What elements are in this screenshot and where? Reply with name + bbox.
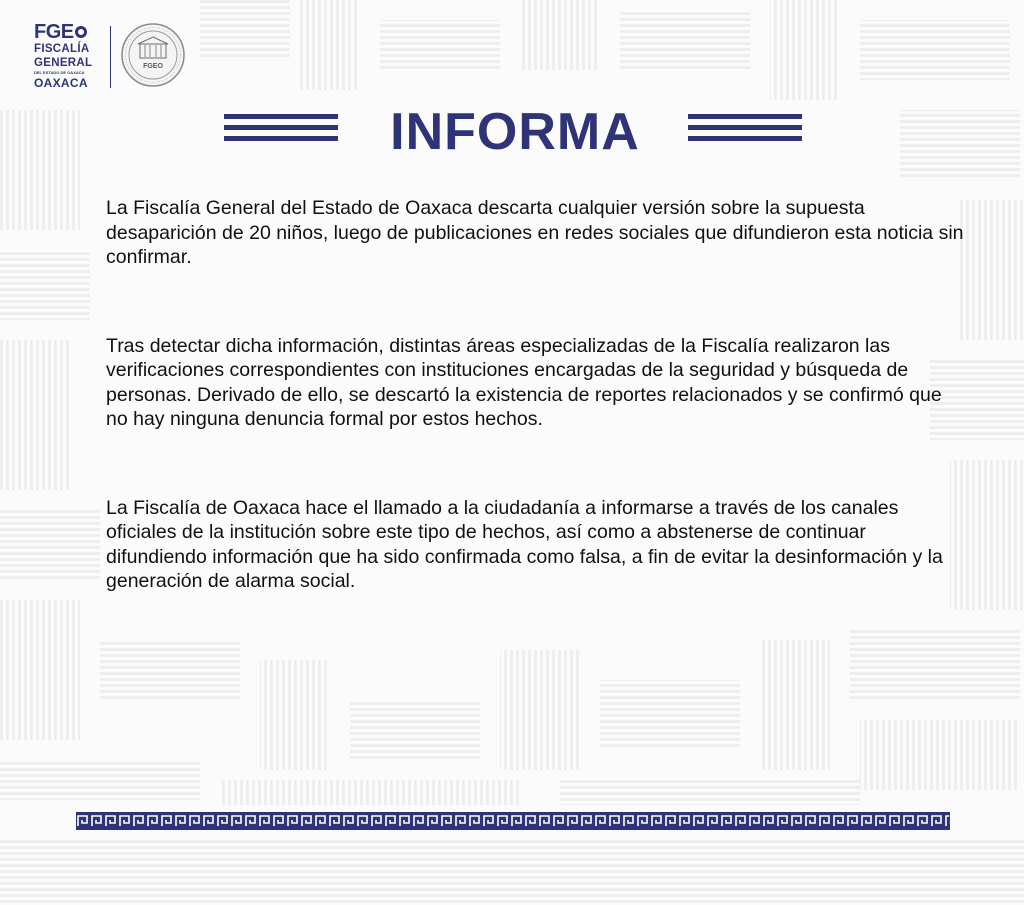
logo-ring-icon [75,26,87,38]
title-decoration-left [224,114,338,147]
logo-brand [34,22,104,42]
page-title: INFORMA [390,103,640,161]
statement-body [106,196,966,594]
institution-logo [34,22,194,94]
paragraph-1: La Fiscalía General del Estado de Oaxaca descarta cualquier versión sobre la supuesta desaparición de 20 niños, luego de publicaciones en redes sociales que difundieron esta noticia sin confirmar. [106,197,964,268]
title-decoration-right [688,114,802,147]
seal-text: FGEO [143,63,163,70]
institution-seal-icon [120,22,186,88]
greek-key-band [76,812,950,830]
logo-divider [110,26,111,88]
logo-brand-text: FGE [34,21,74,43]
header [0,104,1024,160]
logo-wordmark [34,22,104,89]
logo-line-oaxaca: OAXACA [34,76,88,90]
logo-line-estado: DEL ESTADO DE OAXACA [34,70,85,75]
logo-line-general: GENERAL [34,56,93,69]
paragraph-3: La Fiscalía de Oaxaca hace el llamado a la ciudadanía a informarse a través de los canales oficiales de la institución sobre este tipo de hechos, así como a abstenerse de continuar difundiendo información que ha sido confirmada como falsa, a fin de evitar la desinformación y la generación de alarma social. [106,496,943,592]
paragraph-2: Tras detectar dicha información, distintas áreas especializadas de la Fiscalía realizaron las verificaciones correspondientes con instituciones encargadas de la seguridad y búsqueda de personas. Derivado de ello, se descartó la existencia de reportes relacionados y se confirmó que no hay ninguna denuncia formal por estos hechos. [106,334,942,430]
logo-line-fiscalia: FISCALÍA [34,43,90,55]
